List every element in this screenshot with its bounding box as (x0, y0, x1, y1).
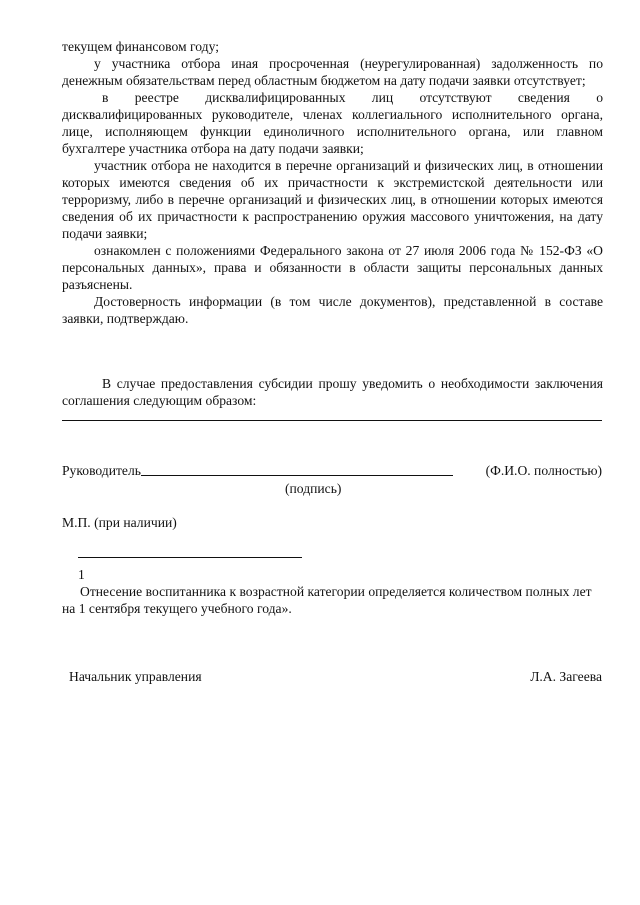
notification-method-line[interactable] (62, 420, 602, 421)
fio-label: (Ф.И.О. полностью) (485, 463, 602, 478)
footnote-number: 1 (78, 567, 85, 582)
closing-name: Л.А. Загеева (530, 669, 602, 684)
signature-row (62, 461, 602, 479)
footnote-separator (78, 557, 302, 558)
role-label: Руководитель (62, 463, 141, 478)
paragraph-current-year: текущем финансовом году; (62, 39, 219, 54)
closing-position: Начальник управления (69, 669, 202, 684)
paragraph-personal-data: ознакомлен с положениями Федерального закона от 27 июля 2006 года № 152-ФЗ «О персональных данных», права и обязанности в области защиты персональных данных разъяснены. (62, 243, 603, 292)
signature-blank[interactable] (141, 461, 227, 476)
notice-paragraph: В случае предоставления субсидии прошу уведомить о необходимости заключения соглашения следующим образом: (62, 376, 603, 408)
paragraph-disqualified-registry: в реестре дисквалифицированных лиц отсутствуют сведения о дисквалифицированных руководителе, членах коллегиального исполнительного органа, лице, исполняющем функции единоличного исполнительного органа, или главном бухгалтере участника отбора на дату подачи заявки; (62, 90, 603, 156)
paragraph-reliability: Достоверность информации (в том числе документов), представленной в составе заявки, подтверждаю. (62, 294, 603, 326)
paragraph-extremism-list: участник отбора не находится в перечне организаций и физических лиц, в отношении которых имеются сведения об их причастности к экстремистской деятельности или терроризму, либо в перечне организаций и физических лиц, в отношении которых имеются сведения об их причастности к распространению оружия массового уничтожения, на дату подачи заявки; (62, 158, 603, 241)
conditions-list (62, 38, 603, 327)
signature-caption: (подпись) (285, 481, 342, 496)
stamp-label: М.П. (при наличии) (62, 515, 177, 530)
notice-block (62, 375, 603, 409)
fio-blank[interactable] (227, 461, 453, 476)
footnote-text: Отнесение воспитанника к возрастной категории определяется количеством полных лет на 1 сентября текущего учебного года». (62, 584, 592, 616)
paragraph-overdue-debt: у участника отбора иная просроченная (неурегулированная) задолженность по денежным обязательствам перед областным бюджетом на дату подачи заявки отсутствует; (62, 56, 603, 88)
